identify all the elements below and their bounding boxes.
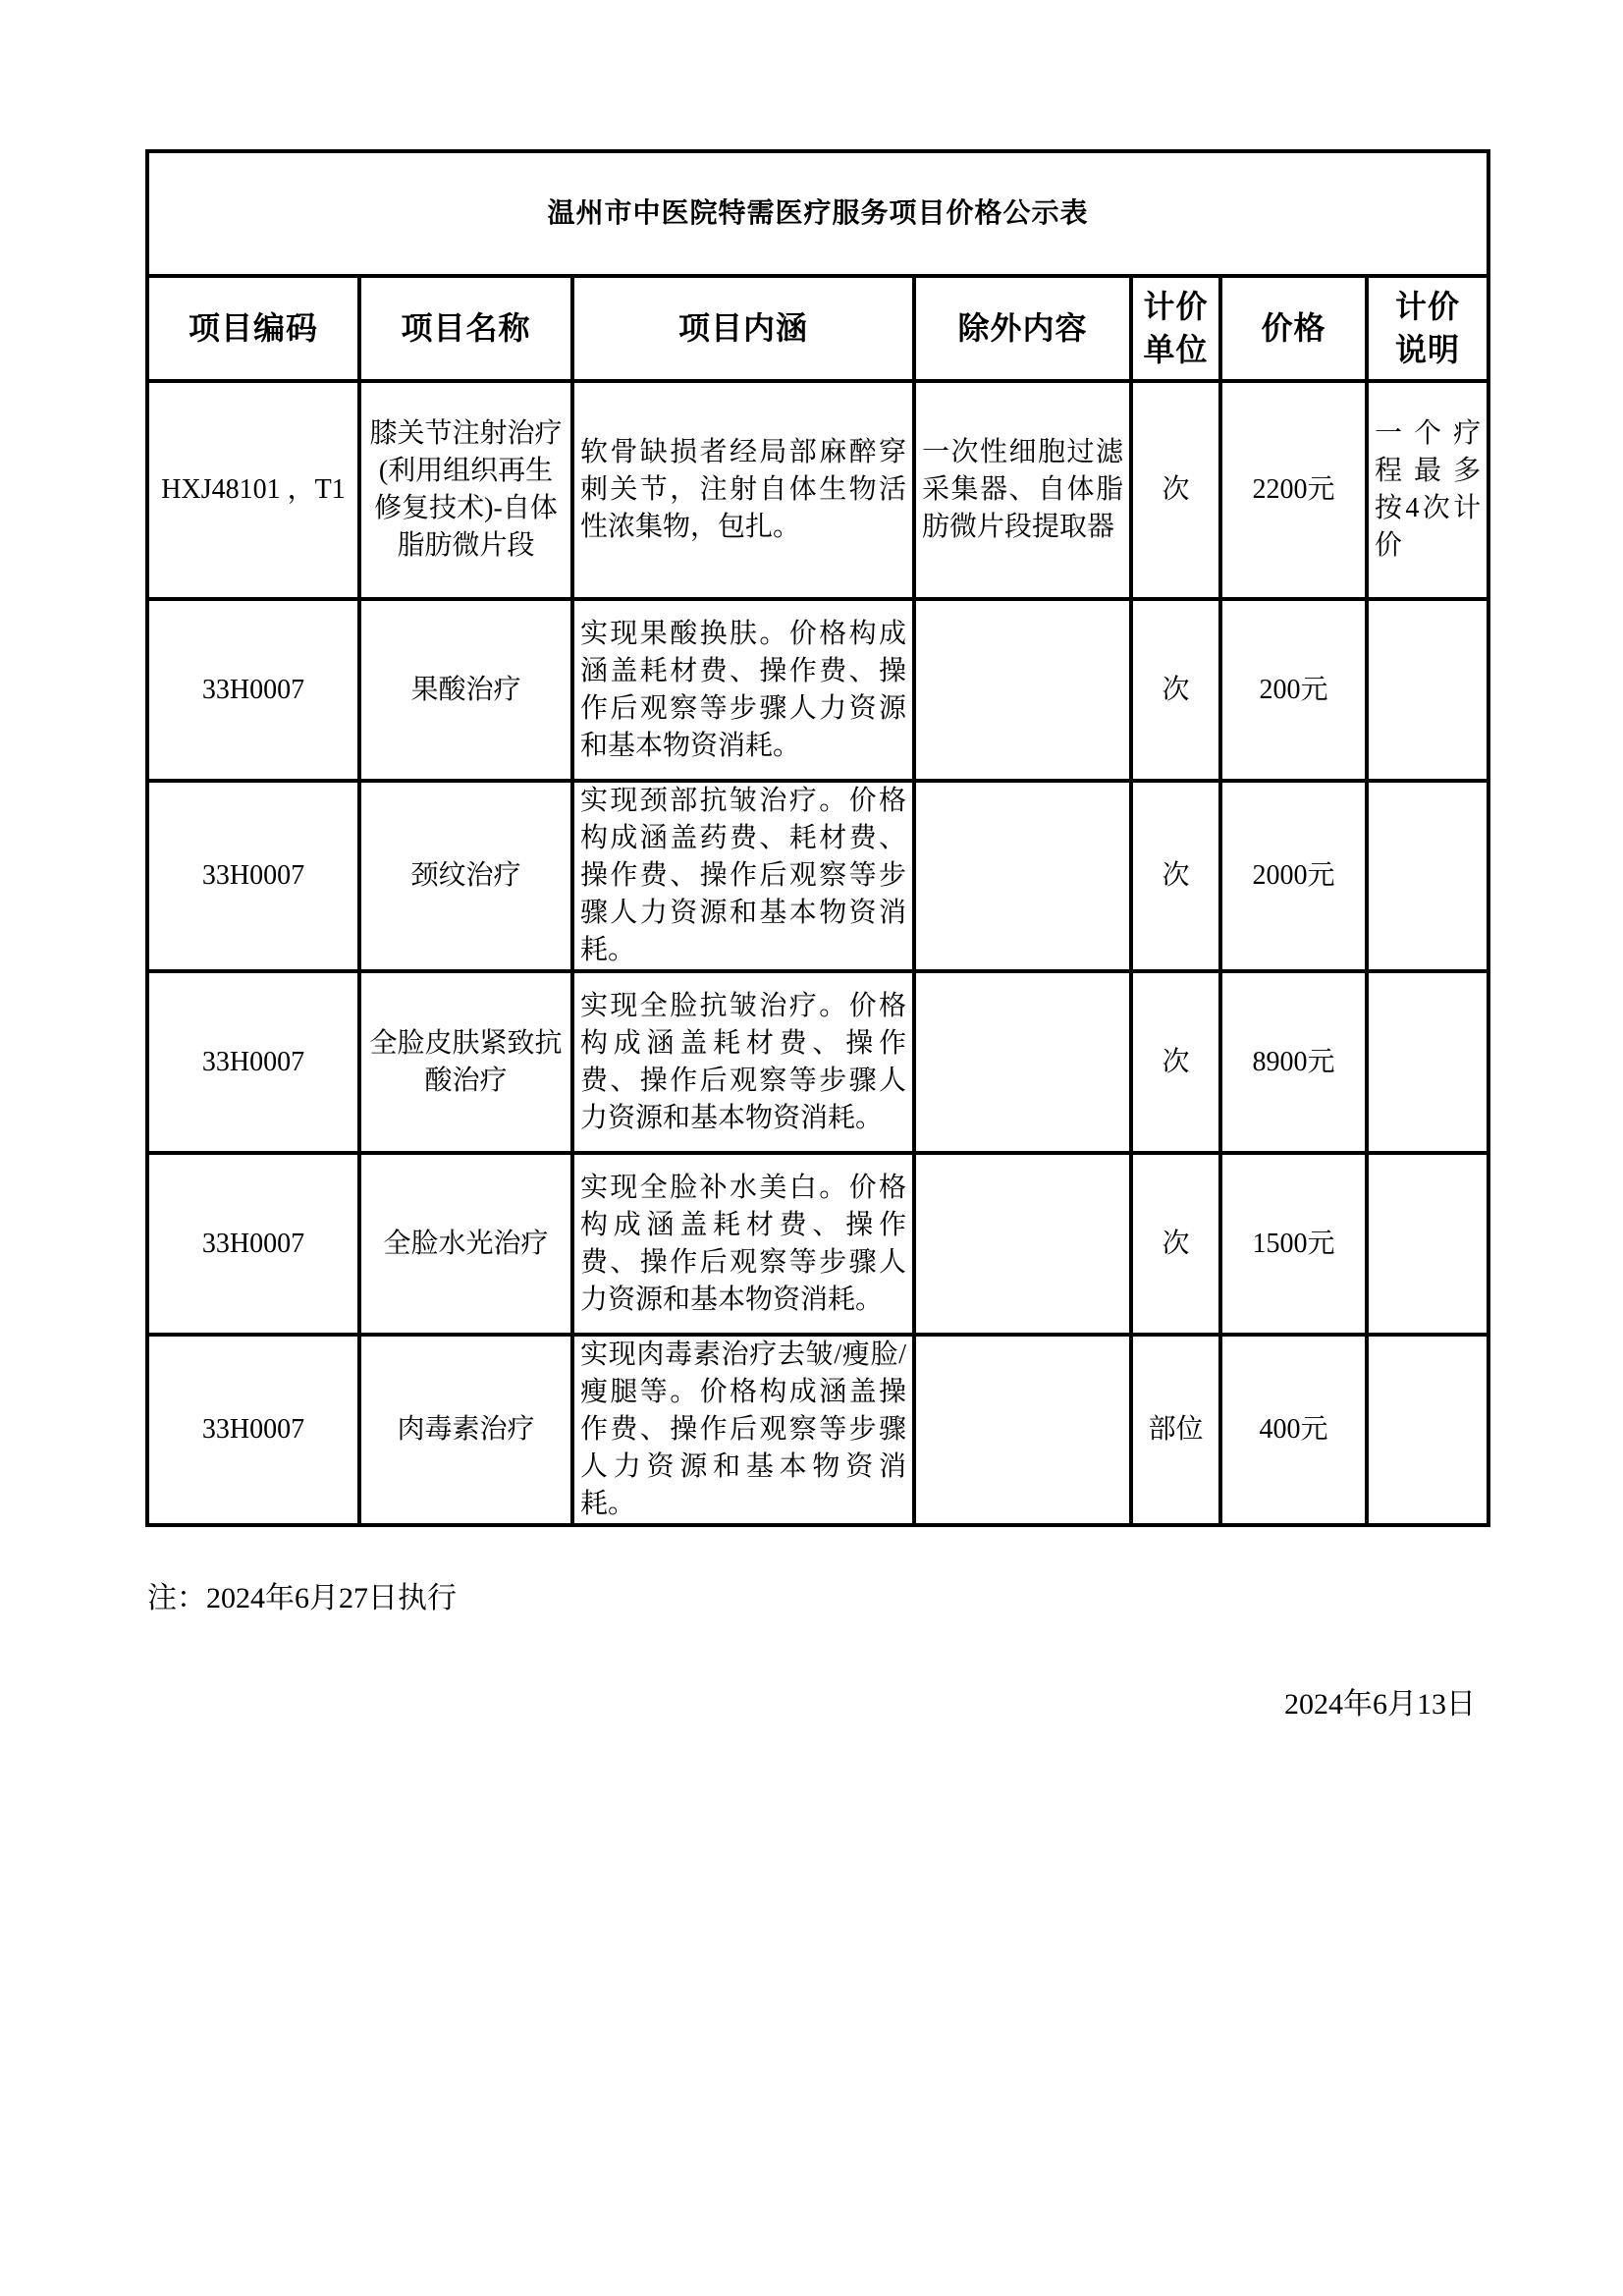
cell-code: 33H0007 — [147, 971, 359, 1153]
cell-unit: 次 — [1131, 599, 1220, 781]
header-content: 项目内涵 — [572, 276, 914, 381]
cell-exclusion — [914, 599, 1131, 781]
cell-exclusion — [914, 781, 1131, 971]
cell-name: 颈纹治疗 — [359, 781, 572, 971]
cell-code: 33H0007 — [147, 1335, 359, 1525]
table-row — [147, 599, 1488, 781]
header-exclusion: 除外内容 — [914, 276, 1131, 381]
cell-price: 2000元 — [1220, 781, 1367, 971]
cell-price: 200元 — [1220, 599, 1367, 781]
cell-name: 全脸水光治疗 — [359, 1153, 572, 1335]
table-row — [147, 781, 1488, 971]
cell-exclusion — [914, 1153, 1131, 1335]
table-row — [147, 1153, 1488, 1335]
header-pricing-note: 计价 说明 — [1367, 276, 1488, 381]
table-row — [147, 971, 1488, 1153]
cell-pricing-note — [1367, 781, 1488, 971]
cell-pricing-note — [1367, 599, 1488, 781]
table-row — [147, 381, 1488, 599]
cell-name: 膝关节注射治疗(利用组织再生修复技术)-自体脂肪微片段 — [359, 381, 572, 599]
header-code: 项目编码 — [147, 276, 359, 381]
cell-price: 400元 — [1220, 1335, 1367, 1525]
cell-unit: 次 — [1131, 971, 1220, 1153]
cell-code: 33H0007 — [147, 599, 359, 781]
header-unit: 计价 单位 — [1131, 276, 1220, 381]
cell-content: 实现全脸补水美白。价格构成涵盖耗材费、操作费、操作后观察等步骤人力资源和基本物资消耗。 — [572, 1153, 914, 1335]
cell-name: 肉毒素治疗 — [359, 1335, 572, 1525]
header-row — [147, 276, 1488, 381]
title-row — [147, 151, 1488, 276]
cell-pricing-note — [1367, 971, 1488, 1153]
cell-code: 33H0007 — [147, 1153, 359, 1335]
cell-exclusion — [914, 971, 1131, 1153]
publish-date: 2024年6月13日 — [1284, 1688, 1476, 1721]
cell-price: 2200元 — [1220, 381, 1367, 599]
cell-content: 实现颈部抗皱治疗。价格构成涵盖药费、耗材费、操作费、操作后观察等步骤人力资源和基本物资消耗。 — [572, 781, 914, 971]
page-title: 温州市中医院特需医疗服务项目价格公示表 — [147, 151, 1488, 276]
price-table-wrapper — [145, 149, 1490, 1527]
execution-note: 注：2024年6月27日执行 — [147, 1582, 457, 1614]
cell-content: 实现全脸抗皱治疗。价格构成涵盖耗材费、操作费、操作后观察等步骤人力资源和基本物资消耗。 — [572, 971, 914, 1153]
cell-name: 全脸皮肤紧致抗酸治疗 — [359, 971, 572, 1153]
cell-exclusion — [914, 1335, 1131, 1525]
cell-content: 实现肉毒素治疗去皱/瘦脸/瘦腿等。价格构成涵盖操作费、操作后观察等步骤人力资源和基本物资消耗。 — [572, 1335, 914, 1525]
cell-unit: 次 — [1131, 381, 1220, 599]
cell-unit: 部位 — [1131, 1335, 1220, 1525]
table-row — [147, 1335, 1488, 1525]
cell-name: 果酸治疗 — [359, 599, 572, 781]
cell-pricing-note: 一个疗程最多按4次计价 — [1367, 381, 1488, 599]
header-name: 项目名称 — [359, 276, 572, 381]
cell-code: HXJ48101 ，T1 — [147, 381, 359, 599]
cell-exclusion: 一次性细胞过滤采集器、自体脂肪微片段提取器 — [914, 381, 1131, 599]
cell-price: 1500元 — [1220, 1153, 1367, 1335]
cell-unit: 次 — [1131, 781, 1220, 971]
price-table — [145, 149, 1490, 1527]
header-price: 价格 — [1220, 276, 1367, 381]
cell-price: 8900元 — [1220, 971, 1367, 1153]
cell-content: 软骨缺损者经局部麻醉穿刺关节，注射自体生物活性浓集物，包扎。 — [572, 381, 914, 599]
cell-pricing-note — [1367, 1335, 1488, 1525]
cell-unit: 次 — [1131, 1153, 1220, 1335]
cell-code: 33H0007 — [147, 781, 359, 971]
cell-pricing-note — [1367, 1153, 1488, 1335]
cell-content: 实现果酸换肤。价格构成涵盖耗材费、操作费、操作后观察等步骤人力资源和基本物资消耗。 — [572, 599, 914, 781]
